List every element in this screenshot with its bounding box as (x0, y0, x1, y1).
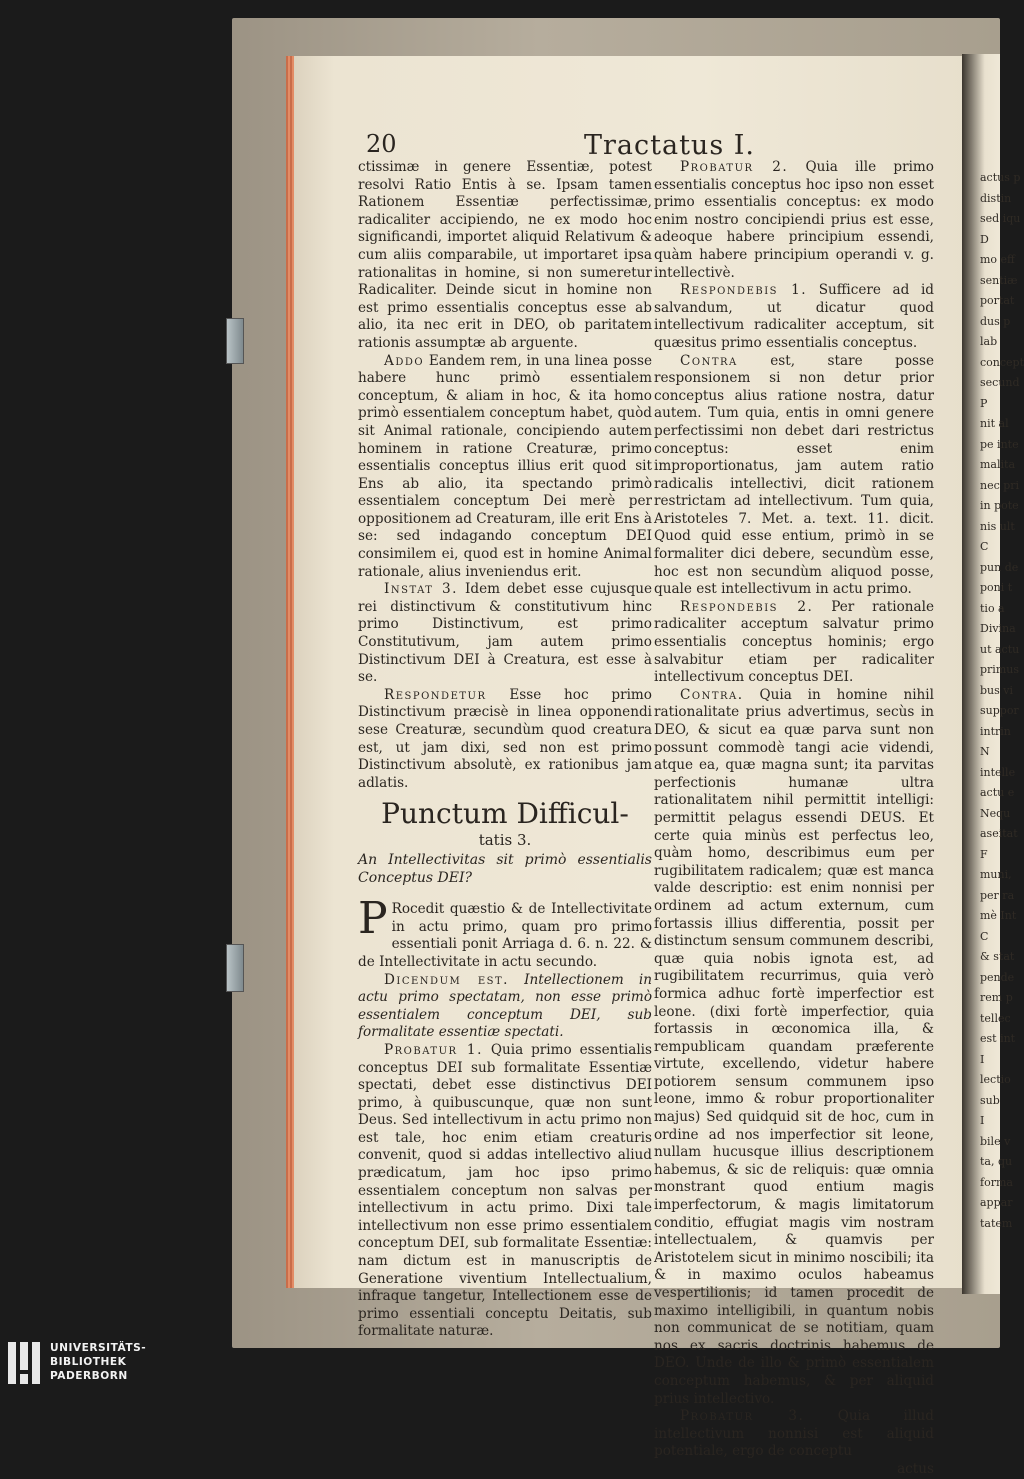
paragraph: ctissimæ in genere Essentiæ, potest resolvi Ratio Entis à se. Ipsam tamen Rationem Essentiæ perfectissimæ, radicaliter accipiendo, ne ex modo hoc significandi, importet aliquid Relativum & cum aliis comparabile, ut importaret ipsa rationalitas in homine, si non sumeretur Radicaliter. Deinde sicut in homine non est primo essentialis conceptus esse ab alio, ita nec erit in DEO, ob paritatem rationis assumptæ ab arguente. (358, 159, 652, 351)
paragraph-lead: Respondebis 1. (680, 282, 808, 299)
section-heading: Punctum Difficul- (381, 797, 629, 831)
facing-page-fragment: N (980, 745, 990, 758)
paragraph-lead: Probatur 1. (384, 1041, 483, 1058)
library-name: UNIVERSITÄTS- BIBLIOTHEK PADERBORN (50, 1342, 147, 1382)
paragraph-lead: Addo (384, 352, 425, 369)
paragraph-lead: Contra. (680, 686, 744, 703)
facing-page-fragment: tellec (980, 1011, 1011, 1025)
facing-page-fragment: distin (980, 191, 1012, 205)
facing-page-fragment: concept (980, 355, 1024, 369)
facing-page-fragment: ut actu (980, 642, 1020, 656)
paragraph: Respondebis 2. Per rationale radicaliter acceptum salvatur primo essentialis conceptus hominis; ergo salvabitur etiam per radicaliter intellectivum conceptus DEI. (654, 598, 934, 686)
paragraph-lead: Respondebis 2. (680, 598, 814, 615)
library-logo-mark (6, 1340, 44, 1386)
facing-page-fragment: F (980, 847, 988, 861)
facing-page-fragment: D (980, 232, 989, 246)
library-logo (0, 1340, 160, 1389)
facing-page-fragment: aseitat (980, 827, 1018, 840)
facing-page-fragment: mo eff (980, 253, 1015, 266)
paragraph: Addo Eandem rem, in una linea posse habere hunc primò essentialem conceptum, & aliam in hoc, & ita homo primò essentialem conceptum habet, quòd sit Animal rationale, concipiendo autem hominem in ratione Creaturæ, primo essentialis conceptus illius erit quod sit Ens ab alio, ita spectando primò essentialem conceptum Dei merè per oppositionem ad Creaturam, ille erit Ens à se: sed indagando conceptum DEI consimilem ei, quod est in homine Animal rationale, alius inveniendus erit. (358, 352, 652, 580)
facing-page-fragment: C (980, 929, 989, 943)
facing-page-fragment: sed iqu (980, 212, 1021, 225)
catchword: actus (897, 1460, 934, 1477)
text-column-right (654, 159, 934, 1479)
paragraph: Probatur 3. Quia illud intellectivum nonnisi est aliquid potentiale, ergo de conceptu (654, 1408, 934, 1460)
facing-page-fragment: bile v (980, 1134, 1011, 1148)
drop-capital: P (358, 893, 388, 945)
paragraph: Respondetur Esse hoc primo Distinctivum præcisè in linea opponendi sese Creaturæ, secundùm quod creatura est, ut jam dixi, sed non est primo Distinctivum absolutè, ex rationibus jam adlatis. (358, 686, 652, 791)
facing-page-fragment: sub (980, 1093, 1000, 1107)
facing-page-fragment: I (980, 1114, 985, 1127)
facing-page-fragment: nit al (980, 417, 1009, 430)
running-title: Tractatus I. (584, 130, 756, 161)
facing-page-fragment: nec pri (980, 478, 1020, 492)
facing-page-fragment: ta, qu (980, 1155, 1013, 1168)
facing-page-fragment: tatem (980, 1216, 1013, 1230)
paragraph: Dicendum est. Intellectionem in actu primo spectatam, non esse primò essentialem conceptum DEI, sub formalitate essentiæ spectati. (358, 971, 653, 1041)
paragraph-lead: Respondetur (384, 686, 487, 703)
facing-page-fragment: dus p (980, 314, 1011, 328)
paragraph: P Rocedit quæstio & de Intellectivitate in actu primo, quam pro primo essentiali ponit Arriaga d. 6. n. 22. & de Intellectivitate in actu secundo. (358, 893, 652, 970)
paragraph: Probatur 1. Quia primo essentialis conceptus DEI sub formalitate Essentiæ spectati, debet esse distinctivus DEI primo, à quibuscunque, quæ non sunt Deus. Sed intellectivum in actu primo non est tale, hoc enim etiam creaturis convenit, quod si addas intellectivo aliud prædicatum, jam hoc ipso primo essentialem conceptum non salvas per intellectivum in actu primo. Dixi tale intellectivum non esse primo essentialem conceptum DEI, sub formalitate Essentiæ: nam dictum est in manuscriptis de Generatione viventium Intellectualium, infraque tangetur, Intellectionem esse de primo essentiali conceptu Deitatis, sub formalitate naturæ. (358, 1041, 652, 1340)
facing-page-fragment: malita (980, 458, 1016, 471)
facing-page-fragment: forma (980, 1175, 1013, 1189)
facing-page-fragment: intelle (980, 765, 1016, 779)
facing-page-fragment: & stat (980, 950, 1015, 963)
paragraph: Contra. Quia in homine nihil rationalitate prius advertimus, secùs in DEO, & sicut ea quæ parva sunt non possunt commodè tangi acie videndi, atque ea, quæ magna sunt; ita parvitas perfectionis humanæ ultra rationalitatem nihil permittit intelligi: permittit pelagus essendi DEUS. Et certe quia minùs est perfectus leo, quàm homo, describimus eum per rugibilitatem radicalem; quæ est manca valde descriptio: est enim nonnisi per ordinem ad actum externum, cum fortassis illius differentia, possit per distinctum sensum communem describi, quæ quia nobis ignota est, ad rugibilitatem recurrimus, quia verò formica adhuc fortè imperfectior est leone. (dixi fortè imperfectior, quia fortassis in œconomica illa, & rempublicam quandam præferente virtute, excellendo, videtur habere potiorem sensum communem ipso leone, immo & robur proportionaliter majus) Sed quidquid sit de hoc, cum in ordine ad nos imperfectior sit leone, nullam hucusque illius descriptionem habemus, & sic de reliquis: quæ omnia monstrant quod entium magis imperfectorum, & magis limitatorum conditio, effugiat magis vim nostram intellectualem, & quamvis per Aristotelem sicut in minimo noscibili; ita & in maximo oculos habeamus vespertilionis; id tamen procedit de maximo intelligibili, in quantum nobis non communicat de se notitiam, quam nos ex sacris doctrinis habemus de DEO. Unde de illo & primò essentialem conceptum habemus, & per aliquid prius intellectivo. (654, 686, 934, 1407)
facing-page-fragment: Nequ (980, 806, 1011, 820)
facing-page-fragment: pe inte (980, 437, 1019, 451)
facing-page-fragment: nis ult (980, 519, 1015, 533)
facing-page-fragment: secund (980, 376, 1020, 389)
paragraph-lead: Probatur 3. (680, 1408, 805, 1425)
facing-page-fragment: rem p (980, 991, 1013, 1004)
text-column-left (358, 159, 652, 1341)
facing-page-fragment: I (980, 1052, 985, 1066)
facing-page-fragment: in pote (980, 499, 1019, 512)
paragraph-lead: Contra (680, 352, 738, 369)
facing-page-fragment: actus p (980, 171, 1021, 184)
facing-page-fragment: bus vi (980, 683, 1013, 697)
page-number: 20 (366, 130, 397, 158)
paragraph-lead: Instat 3. (384, 581, 458, 598)
section-subheading: tatis 3. (478, 831, 532, 850)
facing-page-fragment: est int (980, 1032, 1016, 1045)
facing-page-fragment: portat (980, 294, 1015, 307)
facing-page-fragment: Divina (980, 622, 1016, 635)
paragraph: Contra est, stare posse responsionem si non detur prior conceptus alius ratione nostra, datur autem. Tum quia, entis in omni genere perfectissimi non debet dari restrictus conceptus: esset enim improportionatus, jam autem ratio radicalis intellectivi, dicit rationem restrictam ad intellectivum. Tum quia, Aristoteles 7. Met. a. text. 11. dicit. Quod quid esse entium, primò in se formaliter dici debere, secundùm esse, hoc est non secundùm aliquod posse, quale est intellectivum in actu primo. (654, 352, 934, 598)
paragraph-lead: Dicendum est. (384, 971, 509, 988)
facing-page-fragment: poni t (980, 581, 1013, 594)
facing-page-fragment: pende (980, 970, 1015, 984)
clasp-bottom (226, 944, 244, 992)
facing-page-fragment: muni, (980, 868, 1012, 881)
facing-page-fragment: mè Int (980, 909, 1017, 922)
section-question: An Intellectivitas sit primò essentialis Conceptus DEI? (358, 851, 652, 886)
facing-page-fragment: sentiæ (980, 273, 1018, 287)
facing-page-fragment: suppor (980, 704, 1019, 717)
facing-page-fragment: C (980, 540, 989, 553)
facing-page-fragment: pun de (980, 560, 1019, 574)
paragraph: Instat 3. Idem debet esse cujusque rei distinctivum & constitutivum hinc primo Distinctivum, est primo Constitutivum, jam autem primo Distinctivum DEI à Creatura, est esse à se. (358, 581, 652, 686)
facing-page-fragment: tio a (980, 601, 1005, 615)
paragraph: Probatur 2. Quia ille primo essentialis conceptus hoc ipso non esset primo essentialis conceptus: ex modo enim nostro concipiendi prius est esse, adeoque habere principium essendi, quàm habere principium operandi v. g. intellectivè. (654, 159, 934, 281)
facing-page-fragment: primus (980, 663, 1019, 676)
paragraph-lead: Probatur 2. (680, 159, 789, 175)
clasp-top (226, 318, 244, 364)
facing-page-fragment: lectio (980, 1073, 1011, 1086)
facing-page-fragment: P (980, 396, 988, 410)
book-page (294, 56, 970, 1477)
facing-page-fragment: intrin (980, 724, 1011, 738)
facing-page-fragment: per ra (980, 888, 1015, 902)
facing-page-fragment: appar (980, 1196, 1013, 1209)
facing-page-fragment: lab (980, 335, 998, 348)
paragraph: Respondebis 1. Sufficere ad id salvandum, ut dicatur quod intellectivum radicaliter acceptum, sit quæsitus primo essentialis conceptus. (654, 282, 934, 351)
facing-page-edge (962, 54, 1024, 1294)
facing-page-fragment: actu e (980, 786, 1015, 799)
